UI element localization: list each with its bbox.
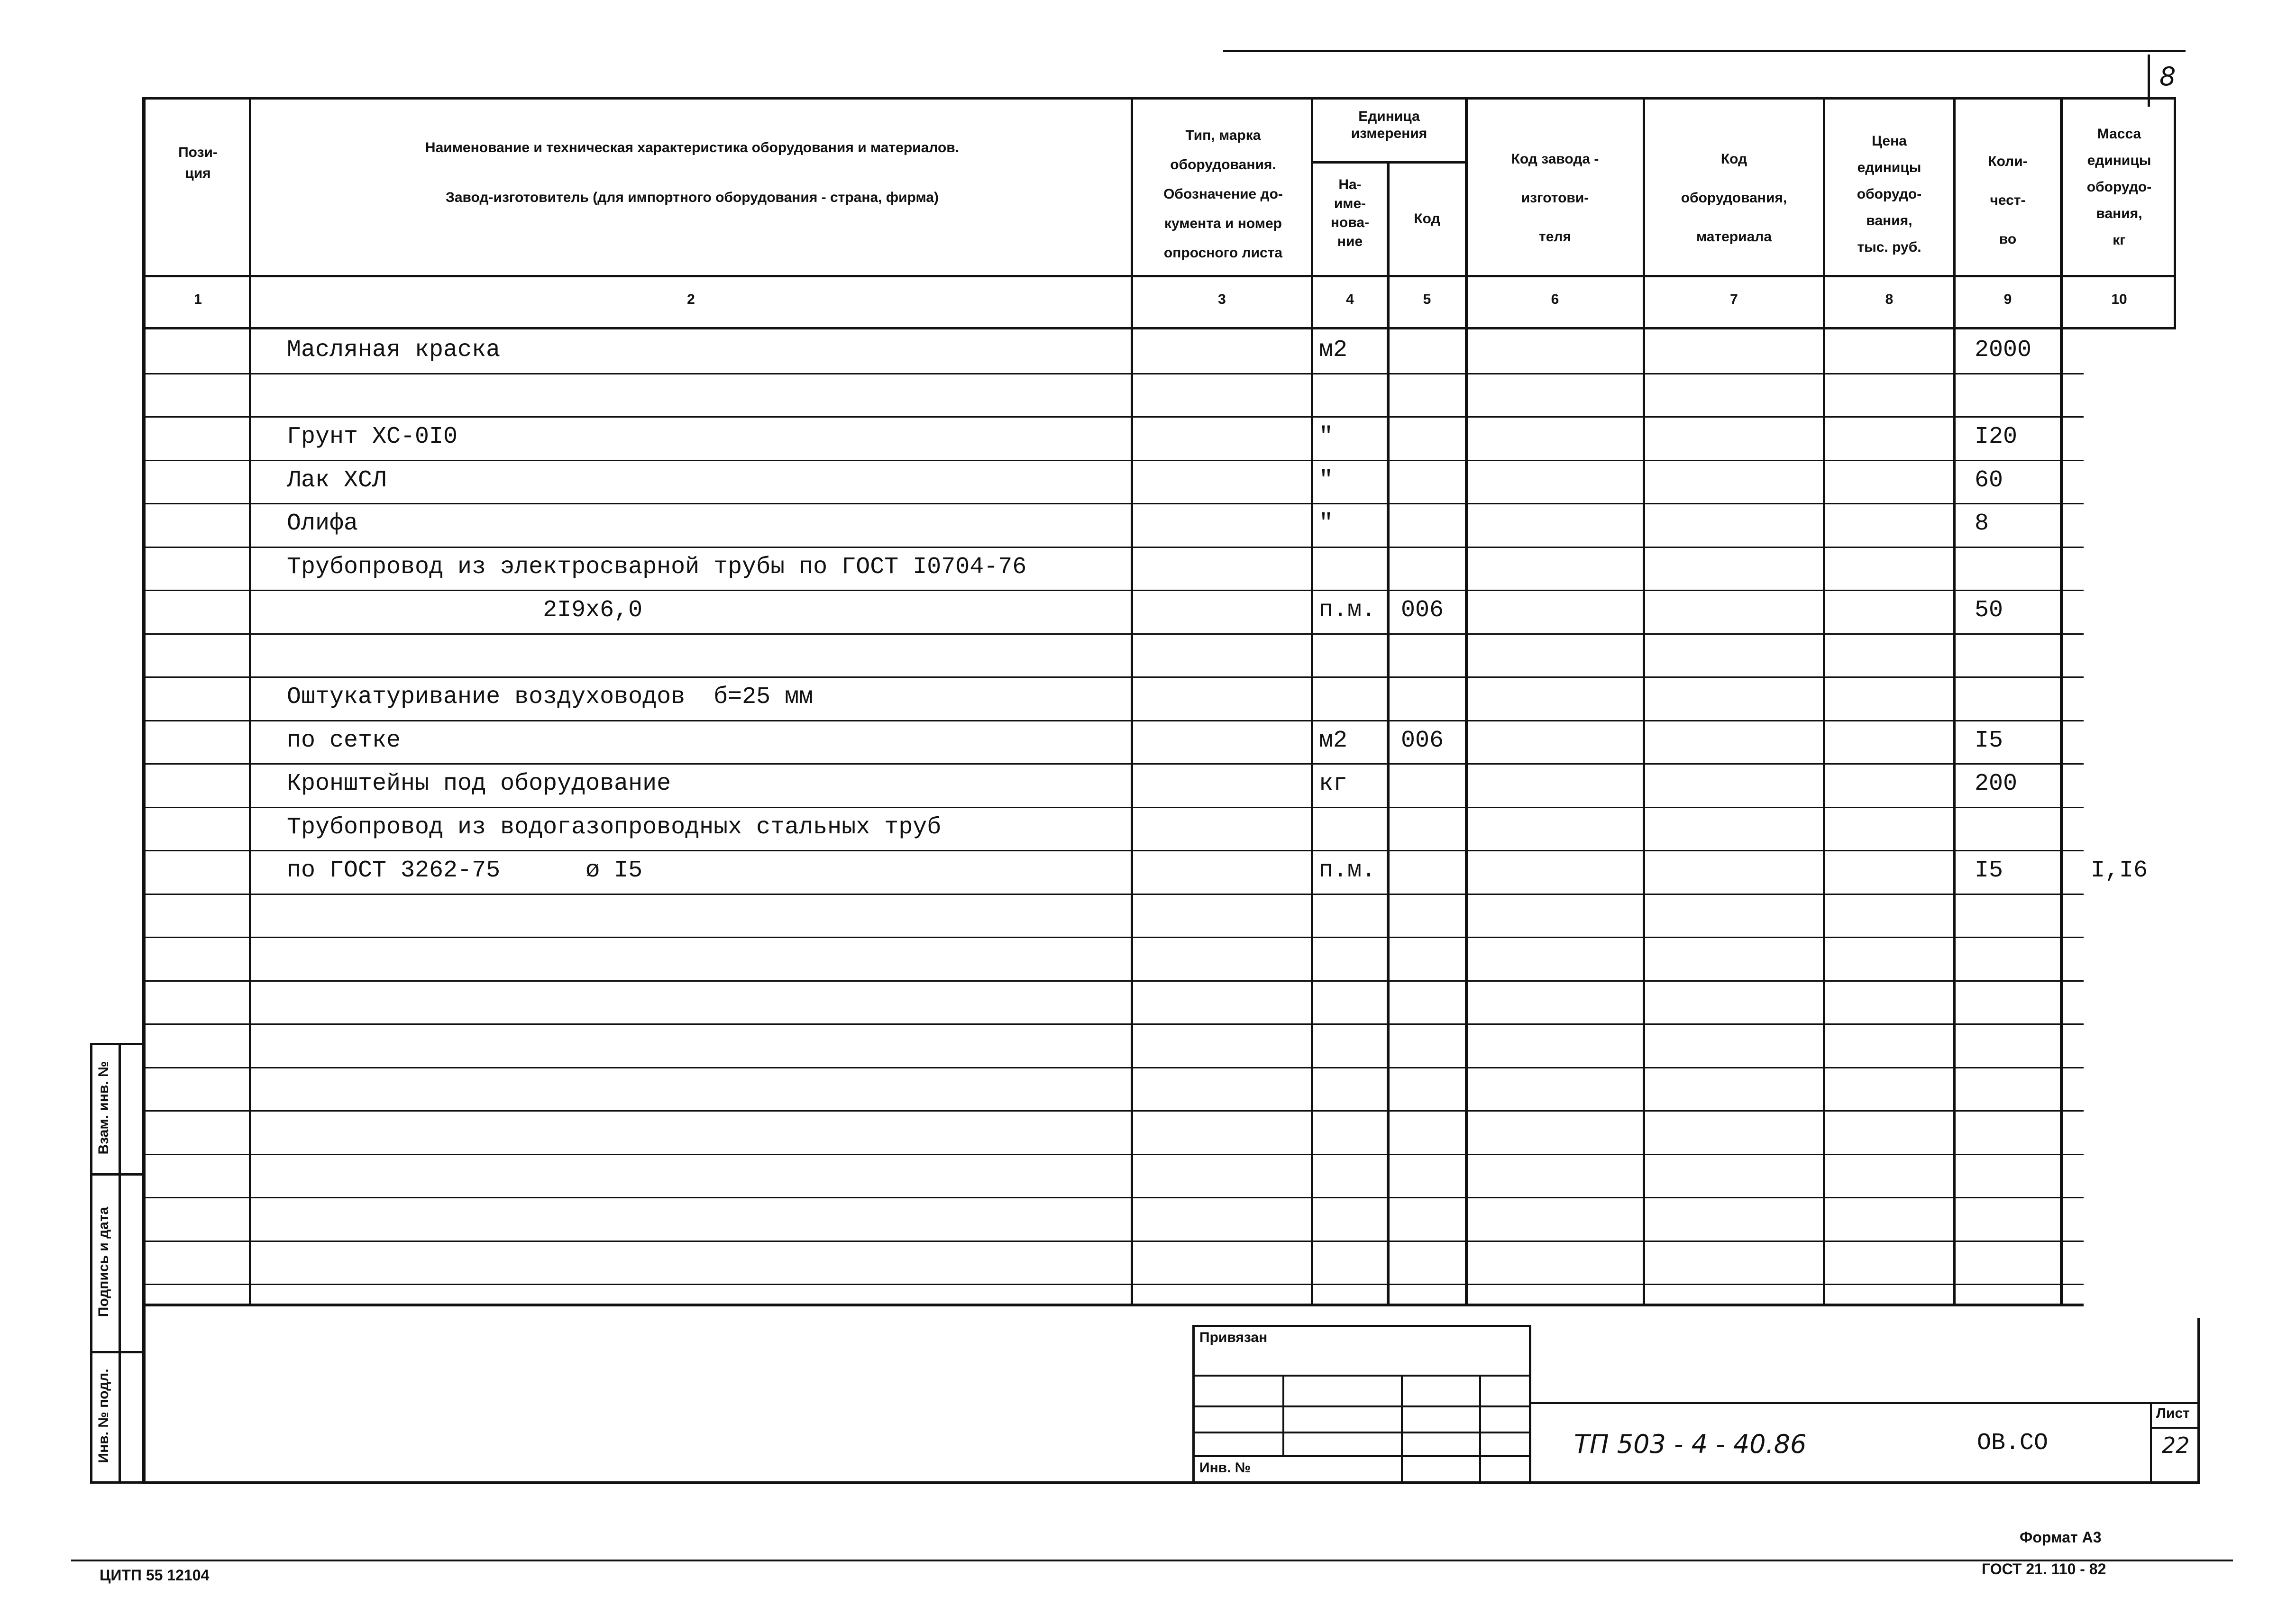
row-unit-code: 006 xyxy=(1401,597,1444,624)
page-number: 8 xyxy=(2159,62,2176,91)
row-quantity: 2000 xyxy=(1975,337,2032,364)
row-line xyxy=(142,720,2084,721)
row-name: Трубопровод из водогазопроводных стальных труб xyxy=(287,814,942,841)
row-name: по сетке xyxy=(287,727,401,754)
row-quantity: I5 xyxy=(1975,857,2003,884)
footer-format: Формат А3 xyxy=(2020,1529,2102,1546)
colnum-8: 8 xyxy=(1885,292,1894,307)
header-position: Пози- ция xyxy=(178,145,218,181)
privyazan-col-1 xyxy=(1282,1375,1284,1455)
row-line xyxy=(142,460,2084,461)
footer-gost: ГОСТ 21. 110 - 82 xyxy=(1982,1560,2106,1578)
sheet-number: 22 xyxy=(2162,1432,2190,1458)
row-name: Масляная краска xyxy=(287,337,501,364)
header-price: Цена единицы оборудо- вания, тыс. руб. xyxy=(1857,133,1922,255)
col-line-8 xyxy=(1953,97,1956,1306)
row-unit: " xyxy=(1319,510,1334,537)
side-stamp-mid-border xyxy=(119,1043,121,1484)
title-right-border xyxy=(2197,1318,2200,1484)
row-mass: I,I6 xyxy=(2091,857,2148,884)
row-quantity: 50 xyxy=(1975,597,2003,624)
col-line-3 xyxy=(1311,97,1313,1306)
header-bottom-border xyxy=(142,275,2176,277)
row-unit: п.м. xyxy=(1319,857,1376,884)
col-line-4 xyxy=(1387,161,1390,1306)
row-line xyxy=(142,1154,2084,1155)
stamp-vzam-inv: Взам. инв. № xyxy=(96,1061,111,1155)
row-unit: м2 xyxy=(1319,337,1348,364)
header-name-line2: Завод-изготовитель (для импортного оборудования - страна, фирма) xyxy=(446,190,939,205)
row-line xyxy=(142,676,2084,678)
row-line xyxy=(142,937,2084,938)
row-line xyxy=(142,807,2084,808)
footer-citp: ЦИТП 55 12104 xyxy=(100,1567,210,1584)
row-line xyxy=(142,1197,2084,1198)
colnum-3: 3 xyxy=(1218,292,1226,307)
col-line-9 xyxy=(2060,97,2063,1306)
colnum-9: 9 xyxy=(2003,292,2012,307)
row-name: 2I9х6,0 xyxy=(287,597,643,624)
row-line xyxy=(142,503,2084,504)
privyazan-col-2 xyxy=(1401,1375,1403,1484)
row-line xyxy=(142,980,2084,982)
row-unit-code: 006 xyxy=(1401,727,1444,754)
header-unit: Единица измерения xyxy=(1351,109,1427,141)
sheet-label-divider xyxy=(2150,1427,2200,1429)
col-line-1 xyxy=(249,97,251,1306)
privyazan-left xyxy=(1192,1325,1195,1484)
colnum-10: 10 xyxy=(2111,292,2127,307)
row-name: по ГОСТ 3262-75 ø I5 xyxy=(287,857,643,884)
row-line xyxy=(142,1067,2084,1068)
header-material-code: Код оборудования, материала xyxy=(1681,151,1787,245)
colnum-7: 7 xyxy=(1730,292,1738,307)
row-line xyxy=(142,633,2084,635)
row-line xyxy=(142,416,2084,418)
row-line xyxy=(142,1023,2084,1025)
row-line xyxy=(142,1110,2084,1112)
colnum-4: 4 xyxy=(1346,292,1354,307)
row-line xyxy=(142,894,2084,895)
row-unit: п.м. xyxy=(1319,597,1376,624)
privyazan-label: Привязан xyxy=(1199,1330,1268,1345)
document-code: ТП 503 - 4 - 40.86 xyxy=(1574,1429,1807,1459)
header-plant-code: Код завода - изготови- теля xyxy=(1511,151,1599,245)
row-quantity: 200 xyxy=(1975,770,2018,797)
title-left-border xyxy=(142,1306,146,1484)
row-name: Трубопровод из электросварной трубы по ГОСТ I0704-76 xyxy=(287,554,1027,581)
privyazan-right xyxy=(1529,1325,1531,1484)
colnum-bottom-border xyxy=(142,327,2176,329)
row-name: Кронштейны под оборудование xyxy=(287,770,671,797)
row-line xyxy=(142,547,2084,548)
row-name: Грунт ХС-0I0 xyxy=(287,423,458,450)
colnum-6: 6 xyxy=(1551,292,1559,307)
col-line-2 xyxy=(1131,97,1133,1306)
col-line-5 xyxy=(1465,97,1468,1306)
top-rule xyxy=(1223,50,2186,52)
inv-no-label: Инв. № xyxy=(1199,1460,1251,1476)
row-quantity: I20 xyxy=(1975,423,2018,450)
unit-subheader-line xyxy=(1311,161,1467,164)
stamp-podpis-data: Подпись и дата xyxy=(96,1206,111,1317)
col-line-6 xyxy=(1643,97,1645,1306)
row-line xyxy=(142,763,2084,765)
title-bottom-border xyxy=(142,1481,2200,1484)
row-quantity: I5 xyxy=(1975,727,2003,754)
colnum-1: 1 xyxy=(194,292,202,307)
row-line xyxy=(142,590,2084,591)
row-quantity: 60 xyxy=(1975,467,2003,494)
sheet-divider xyxy=(2150,1402,2152,1484)
row-line xyxy=(142,1241,2084,1242)
row-name: Лак ХСЛ xyxy=(287,467,387,494)
header-quantity: Коли- чест- во xyxy=(1988,154,2028,247)
row-unit: " xyxy=(1319,467,1334,494)
row-line xyxy=(142,373,2084,374)
header-mass: Масса единицы оборудо- вания, кг xyxy=(2086,126,2152,248)
table-bottom-border xyxy=(142,1304,2084,1306)
row-unit: " xyxy=(1319,423,1334,450)
row-unit: кг xyxy=(1319,770,1348,797)
header-unit-code: Код xyxy=(1414,211,1440,227)
table-left-border xyxy=(142,97,146,1318)
row-name: Олифа xyxy=(287,510,358,537)
designation-top xyxy=(1531,1402,2200,1404)
privyazan-top xyxy=(1192,1325,1531,1327)
table-top-border xyxy=(142,97,2176,100)
colnum-5: 5 xyxy=(1423,292,1431,307)
header-name-line1: Наименование и техническая характеристика оборудования и материалов. xyxy=(425,140,960,155)
row-quantity: 8 xyxy=(1975,510,1989,537)
stamp-inv-podl: Инв. № подл. xyxy=(96,1369,111,1463)
row-unit: м2 xyxy=(1319,727,1348,754)
privyazan-col-3 xyxy=(1479,1375,1481,1484)
side-stamp-left-border xyxy=(90,1043,92,1484)
header-type-mark: Тип, марка оборудования. Обозначение до- кумента и номер опросного листа xyxy=(1163,128,1283,261)
header-unit-name: На- име- нова- ние xyxy=(1330,177,1370,249)
row-name: Оштукатуривание воздуховодов б=25 мм xyxy=(287,684,814,711)
sheet-label: Лист xyxy=(2156,1405,2190,1421)
col-line-7 xyxy=(1823,97,1825,1306)
footer-rule xyxy=(71,1560,2233,1561)
document-section: ОВ.СО xyxy=(1977,1430,2049,1457)
row-line xyxy=(142,850,2084,851)
row-line xyxy=(142,1284,2084,1285)
colnum-2: 2 xyxy=(687,292,695,307)
